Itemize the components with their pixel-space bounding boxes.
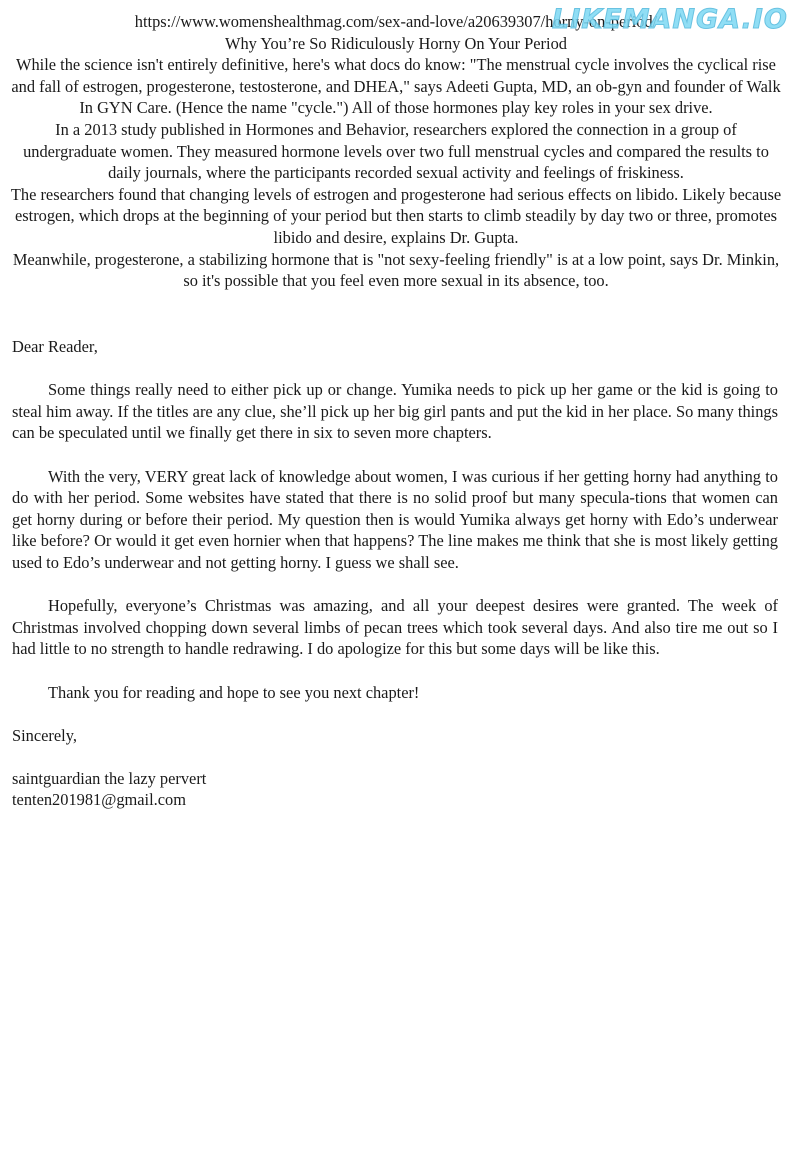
article-paragraph: While the science isn't entirely definitive, here's what docs do know: "The menstrual cycle involves the cyclical rise and fall of estrogen, progesterone, testosterone, and DHEA," says Adeeti Gupta, MD, an ob-gyn and founder of Walk In GYN Care. (Hence the name "cycle.") All of those hormones play key roles in your sex drive.	[11, 55, 781, 118]
letter-paragraph: Hopefully, everyone’s Christmas was amazing, and all your deepest desires were granted. The week of Christmas involved chopping down several limbs of pecan trees which took several days. And also tire me out so I had little to no strength to handle redrawing. I do apologize for this but some days will be like this.	[12, 596, 778, 659]
letter-salutation: Dear Reader,	[12, 337, 98, 356]
letter-body	[12, 336, 778, 811]
article-source-url: https://www.womenshealthmag.com/sex-and-love/a20639307/horny-on-period/	[134, 12, 658, 31]
letter-paragraph: Some things really need to either pick up or change. Yumika needs to pick up her game or the kid is going to steal him away. If the titles are any clue, she’ll pick up her big girl pants and put the kid in her place. So many things can be speculated until we finally get there in six to seven more chapters.	[12, 380, 778, 443]
letter-paragraph: Thank you for reading and hope to see you next chapter!	[48, 682, 420, 702]
article-paragraph: Meanwhile, progesterone, a stabilizing hormone that is "not sexy-feeling friendly" is at a low point, says Dr. Minkin, so it's possible that you feel even more sexual in its absence, too.	[12, 249, 780, 291]
article-title: Why You’re So Ridiculously Horny On Your Period	[225, 33, 567, 53]
article-paragraph: In a 2013 study published in Hormones and Behavior, researchers explored the connection in a group of undergraduate women. They measured hormone levels over two full menstrual cycles and compared the results to daily journals, where the participants recorded sexual activity and feelings of friskiness.	[23, 119, 769, 183]
site-watermark: LIKEMANGA.IO	[552, 4, 788, 35]
letter-paragraph: With the very, VERY great lack of knowledge about women, I was curious if her getting horny had anything to do with her period. Some websites have stated that there is no solid proof but many specula-tions that women can get horny during or before their period. My question then is would Yumika always get horny with Edo’s underwear like before? Or would it get even hornier when that happens? The line makes me think that she is most likely getting used to Edo’s underwear and not getting horny. I guess we shall see.	[12, 466, 778, 572]
quoted-article	[10, 11, 782, 292]
signature-name: saintguardian the lazy pervert	[12, 768, 207, 788]
signature-email: tenten201981@gmail.com	[12, 790, 186, 810]
article-paragraph: The researchers found that changing levels of estrogen and progesterone had serious effects on libido. Likely because estrogen, which drops at the beginning of your period but then starts to climb steadily by day two or three, promotes libido and desire, explains Dr. Gupta.	[10, 184, 782, 247]
letter-closing: Sincerely,	[12, 725, 77, 745]
